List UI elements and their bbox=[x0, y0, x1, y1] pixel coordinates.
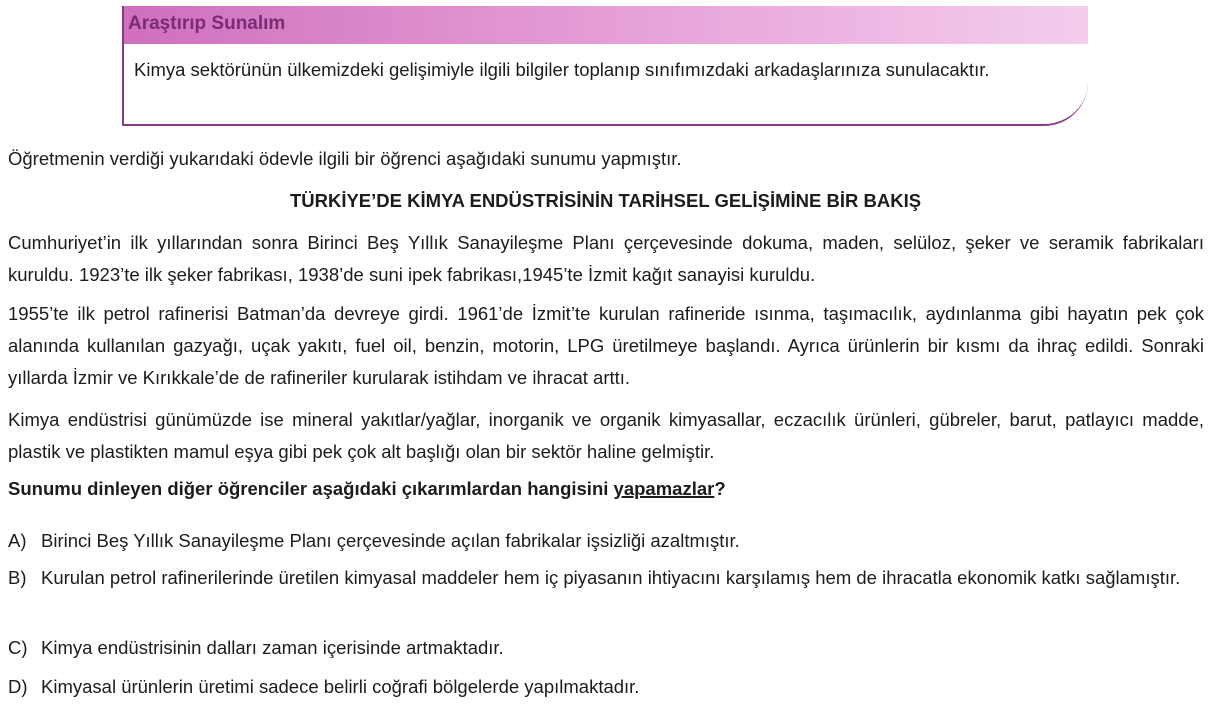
option-c[interactable] bbox=[8, 631, 1204, 665]
question-emphasis: yapamazlar bbox=[613, 478, 715, 499]
option-d[interactable] bbox=[8, 670, 1204, 704]
question-text: Sunumu dinleyen diğer öğrenciler aşağıdaki çıkarımlardan hangisini bbox=[8, 478, 614, 499]
option-text: Birinci Beş Yıllık Sanayileşme Planı çerçevesinde açılan fabrikalar işsizliği azaltmıştır. bbox=[41, 530, 740, 551]
paragraph-2: 1955’te ilk petrol rafinerisi Batman’da devreye girdi. 1961’de İzmit’te kurulan rafineride ısınma, taşımacılık, aydınlanma gibi hayatın pek çok alanında kullanılan gazyağı, uçak yakıtı, fuel oil, benzin, motorin, LPG üretilmeye başlandı. Ayrıca ürünlerin bir kısmı da ihraç edildi. Sonraki yıllarda İzmir ve Kırıkkale’de de rafineriler kurularak istihdam ve ihracat arttı. bbox=[8, 303, 1204, 388]
activity-box-header bbox=[124, 6, 1088, 44]
question-mark: ? bbox=[714, 478, 726, 499]
option-letter: C) bbox=[8, 637, 28, 658]
question-stem bbox=[8, 478, 726, 500]
presentation-title: TÜRKİYE’DE KİMYA ENDÜSTRİSİNİN TARİHSEL GELİŞİMİNE BİR BAKIŞ bbox=[289, 190, 922, 211]
option-b[interactable] bbox=[8, 561, 1204, 595]
option-text: Kimyasal ürünlerin üretimi sadece belirli coğrafi bölgelerde yapılmaktadır. bbox=[41, 676, 640, 697]
option-text: Kimya endüstrisinin dalları zaman içerisinde artmaktadır. bbox=[41, 637, 504, 658]
option-letter: D) bbox=[8, 676, 28, 697]
option-a[interactable] bbox=[8, 524, 1204, 558]
option-letter: A) bbox=[8, 530, 27, 551]
activity-box-title: Araştırıp Sunalım bbox=[128, 13, 286, 34]
activity-box-body: Kimya sektörünün ülkemizdeki gelişimiyle ilgili bilgiler toplanıp sınıfımızdaki arkadaşlarınıza sunulacaktır. bbox=[134, 59, 990, 80]
option-text: Kurulan petrol rafinerilerinde üretilen kimyasal maddeler hem iç piyasanın ihtiyacını karşılamış hem de ihracatla ekonomik katkı sağlamıştır. bbox=[41, 567, 1181, 588]
option-letter: B) bbox=[8, 567, 27, 588]
paragraph-1: Cumhuriyet’in ilk yıllarından sonra Birinci Beş Yıllık Sanayileşme Planı çerçevesinde dokuma, maden, selüloz, şeker ve seramik fabrikaları kuruldu. 1923’te ilk şeker fabrikası, 1938’de suni ipek fabrikası,1945’te İzmit kağıt sanayisi kuruldu. bbox=[8, 232, 1204, 285]
paragraph-3: Kimya endüstrisi günümüzde ise mineral yakıtlar/yağlar, inorganik ve organik kimyasallar, eczacılık ürünleri, gübreler, barut, patlayıcı madde, plastik ve plastikten mamul eşya gibi pek çok alt başlığı olan bir sektör haline gelmiştir. bbox=[8, 409, 1204, 462]
activity-box bbox=[122, 6, 1088, 126]
intro-text: Öğretmenin verdiği yukarıdaki ödevle ilgili bir öğrenci aşağıdaki sunumu yapmıştır. bbox=[8, 148, 682, 169]
